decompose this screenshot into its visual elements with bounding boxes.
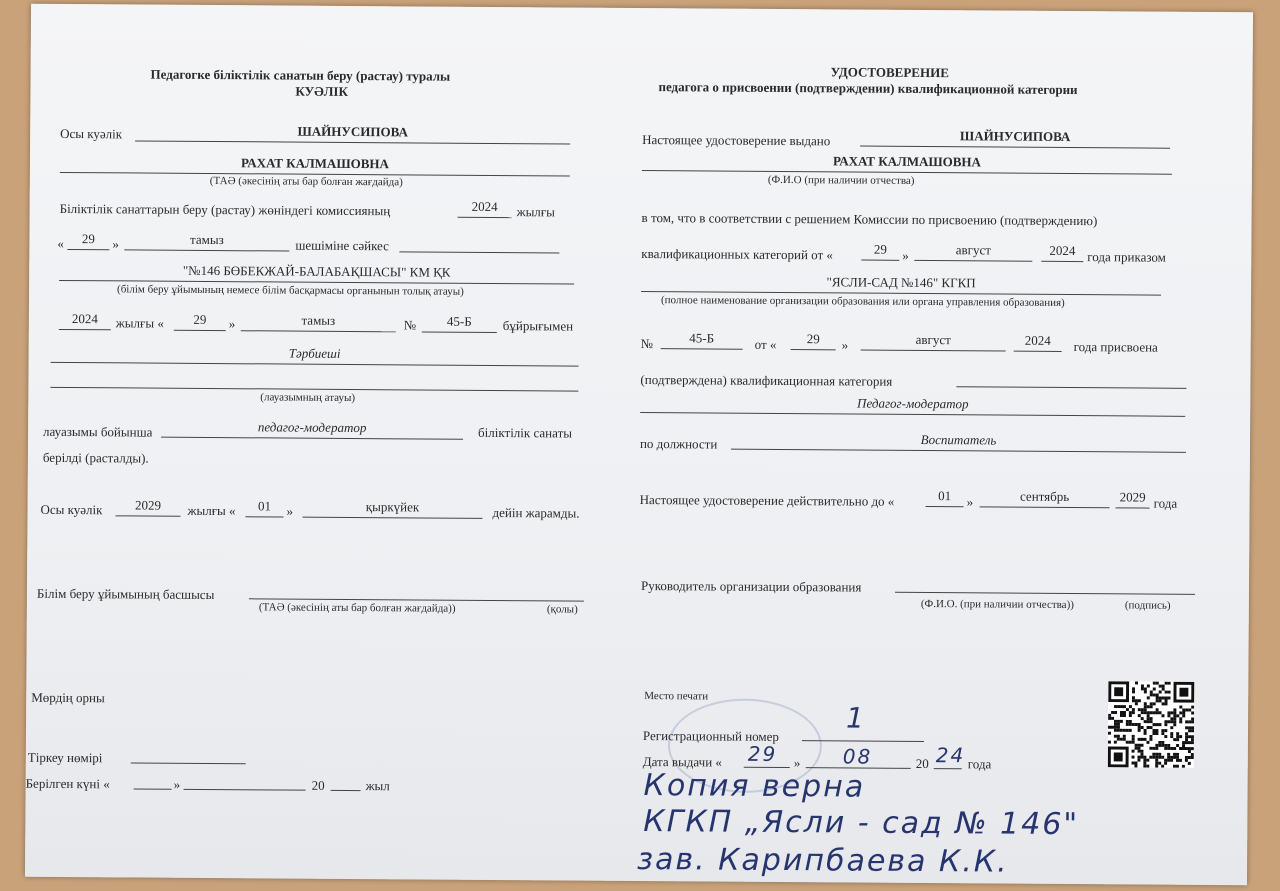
left-order-label: бұйрығымен [502, 318, 574, 334]
left-decision-month: тамыз [190, 231, 224, 248]
right-name-hint: (Ф.И.О (при наличии отчества) [767, 173, 915, 187]
right-reg-num-handwritten: 1 [845, 701, 867, 735]
right-order-month-line [861, 350, 1006, 352]
left-valid-year-line [115, 515, 180, 516]
right-decision-month: август [955, 242, 992, 258]
right-order-year-line [1014, 351, 1062, 352]
right-title-line1: УДОСТОВЕРЕНИЕ [830, 64, 949, 81]
certificate-sheet [25, 4, 1253, 886]
left-decision-label: шешіміне сәйкес [295, 237, 390, 254]
right-issue-label: Дата выдачи « [642, 754, 722, 770]
right-order-num: 45-Б [689, 330, 715, 346]
left-issued-label: Осы куәлік [60, 125, 123, 142]
right-issued-label: Настоящее удостоверение выдано [642, 132, 831, 149]
left-position: Тәрбиеші [288, 345, 341, 361]
right-valid-quote: » [966, 494, 974, 510]
left-order-month: тамыз [301, 312, 336, 328]
left-order-quote: » [228, 316, 236, 332]
left-date-suffix: жыл [365, 778, 390, 794]
right-order-day-line [791, 349, 836, 350]
right-valid-year-line [1116, 507, 1150, 508]
right-confirmed-label: (подтверждена) квалификационная категория [640, 372, 893, 389]
left-order-year-line [59, 329, 111, 330]
left-title-line2: КУӘЛІК [295, 83, 348, 99]
left-order-year: 2024 [71, 311, 98, 327]
left-date-day-line [134, 788, 172, 789]
left-date-20: 20 [311, 777, 325, 793]
right-head-hint: (Ф.И.О. (при наличии отчества)) [920, 597, 1074, 612]
left-category: педагог-модератор [257, 419, 367, 436]
right-categories-label: квалификационных категорий от « [641, 246, 834, 263]
left-order-num-line [422, 331, 497, 333]
right-order-year: 2024 [1024, 332, 1051, 348]
handwritten-copy-certified: Копия верна [643, 768, 866, 805]
left-valid-year: 2029 [135, 497, 162, 513]
left-year-word: жылғы [516, 204, 555, 220]
left-category-line [161, 437, 463, 440]
right-name: РАХАТ КАЛМАШОВНА [832, 153, 982, 170]
right-valid-day-line [926, 506, 964, 507]
right-order-day: 29 [806, 331, 820, 347]
right-decision-day-line [861, 260, 899, 261]
right-num-label: № [640, 336, 654, 352]
left-valid-day: 01 [258, 498, 272, 514]
right-issue-20: 20 [915, 755, 929, 772]
left-org-name: "№146 БӨБЕКЖАЙ-БАЛАБАҚШАСЫ" КМ ҚК [182, 262, 451, 280]
left-category-suffix: біліктілік санаты [478, 424, 573, 441]
right-from-label: от « [754, 336, 777, 352]
right-confirmed-line [956, 386, 1186, 389]
left-date-label: Берілген күні « [25, 775, 110, 792]
left-order-year-word: жылғы « [115, 315, 164, 331]
left-valid-quote: » [286, 503, 294, 519]
left-name-hint: (ТАӘ (әкесінің аты бар болған жағдайда) [209, 174, 403, 189]
left-valid-month: қыркүйек [365, 499, 420, 515]
left-valid-month-line [302, 517, 482, 519]
left-commission-year-line [458, 217, 512, 218]
right-surname-line [860, 146, 1170, 149]
left-valid-label: Осы куәлік [40, 501, 103, 518]
left-sign-hint: (қолы) [546, 603, 578, 616]
left-date-month-line [184, 789, 306, 791]
left-org-hint: (білім беру ұйымының немесе білім басқармасы органынын толық атауы) [117, 283, 464, 298]
left-surname-line [135, 140, 570, 144]
right-org-name: "ЯСЛИ-САД №146" КГКП [826, 274, 976, 291]
right-decision-year-line [1041, 261, 1083, 262]
left-surname: ШАЙНУСИПОВА [297, 123, 408, 140]
right-issue-year-handwritten: 24 [935, 743, 966, 768]
right-head-label: Руководитель организации образования [640, 578, 862, 595]
left-title-line1: Педагогке біліктілік санатын беру (растау) туралы [150, 66, 451, 84]
right-decision-text: в том, что в соответствии с решением Комиссии по присвоению (подтверждению) [641, 210, 1098, 229]
handwritten-signature-line: зав. Карипбаева К.К. [636, 841, 1009, 880]
qr-code-icon [1108, 681, 1195, 768]
right-decision-year: 2024 [1049, 242, 1076, 259]
right-decision-quote: » [902, 247, 909, 263]
right-issue-year-line [934, 768, 962, 769]
right-category: Педагог-модератор [857, 395, 969, 412]
left-quote-close: » [112, 236, 119, 252]
right-head-line [895, 592, 1195, 595]
right-valid-day: 01 [938, 488, 952, 504]
left-valid-year-word: жылғы « [187, 502, 236, 519]
left-date-mid: » [173, 776, 181, 792]
right-valid-year: 2029 [1119, 489, 1146, 505]
left-decision-trail-line [399, 251, 559, 253]
left-reg-line [131, 762, 246, 764]
left-name: РАХАТ КАЛМАШОВНА [240, 155, 389, 172]
right-valid-suffix: года [1153, 495, 1178, 511]
left-order-num: 45-Б [446, 313, 472, 329]
left-decision-day-line [67, 249, 109, 250]
right-seal-label: Место печати [644, 690, 709, 703]
left-decision-day: 29 [81, 231, 95, 247]
left-order-num-label: № [403, 317, 417, 333]
right-assigned-label: года присвоена [1073, 339, 1158, 355]
right-issue-month-handwritten: 08 [842, 744, 873, 769]
left-valid-suffix: дейін жарамды. [492, 504, 580, 521]
right-decision-month-line [914, 260, 1032, 262]
left-order-day: 29 [193, 311, 207, 327]
right-org-hint: (полное наименование организации образования или органа управления образования) [660, 294, 1065, 309]
left-category-prefix: лауазымы бойынша [43, 423, 153, 440]
left-reg-label: Тіркеу нөмірі [27, 749, 103, 766]
right-order-num-line [661, 348, 743, 350]
left-commission-label: Біліктілік санаттарын беру (растау) жөніндегі комиссияның [59, 200, 391, 219]
right-reg-label: Регистрационный номер [642, 728, 780, 744]
left-head-label: Білім беру ұйымының басшысы [36, 585, 215, 603]
right-issue-mid: » [793, 755, 801, 771]
right-valid-label: Настоящее удостоверение действительно до « [639, 492, 895, 509]
handwritten-org-name: КГКП „Ясли - сад № 146" [643, 804, 1080, 843]
left-decision-month-line [124, 249, 289, 251]
right-surname: ШАЙНУСИПОВА [959, 128, 1071, 145]
right-title-line2: педагога о присвоении (подтверждении) квалификационной категории [658, 79, 1078, 98]
right-position: Воспитатель [920, 431, 997, 448]
right-order-suffix: года приказом [1087, 249, 1166, 265]
right-sign-hint: (подпись) [1124, 599, 1171, 612]
right-issue-suffix: года [967, 756, 992, 772]
left-position-hint: (лауазымның атауы) [260, 391, 356, 405]
right-order-month: август [915, 331, 951, 348]
left-date-year-line [331, 790, 361, 791]
right-position-label: по должности [639, 436, 718, 452]
left-head-hint: (ТАӘ (әкесінің аты бар болған жағдайда)) [258, 601, 456, 615]
right-valid-month: сентябрь [1019, 488, 1070, 505]
right-decision-day: 29 [873, 241, 887, 257]
left-valid-day-line [245, 516, 283, 517]
left-order-month-line [241, 330, 396, 332]
right-order-quote: » [841, 337, 849, 353]
right-valid-month-line [980, 506, 1110, 508]
left-order-day-line [174, 330, 226, 331]
right-issue-day-handwritten: 29 [747, 741, 778, 766]
left-commission-year: 2024 [471, 198, 498, 215]
left-granted: берілді (расталды). [42, 449, 149, 466]
left-quote-open: « [57, 235, 64, 251]
left-seal-label: Мөрдің орны [31, 689, 105, 706]
